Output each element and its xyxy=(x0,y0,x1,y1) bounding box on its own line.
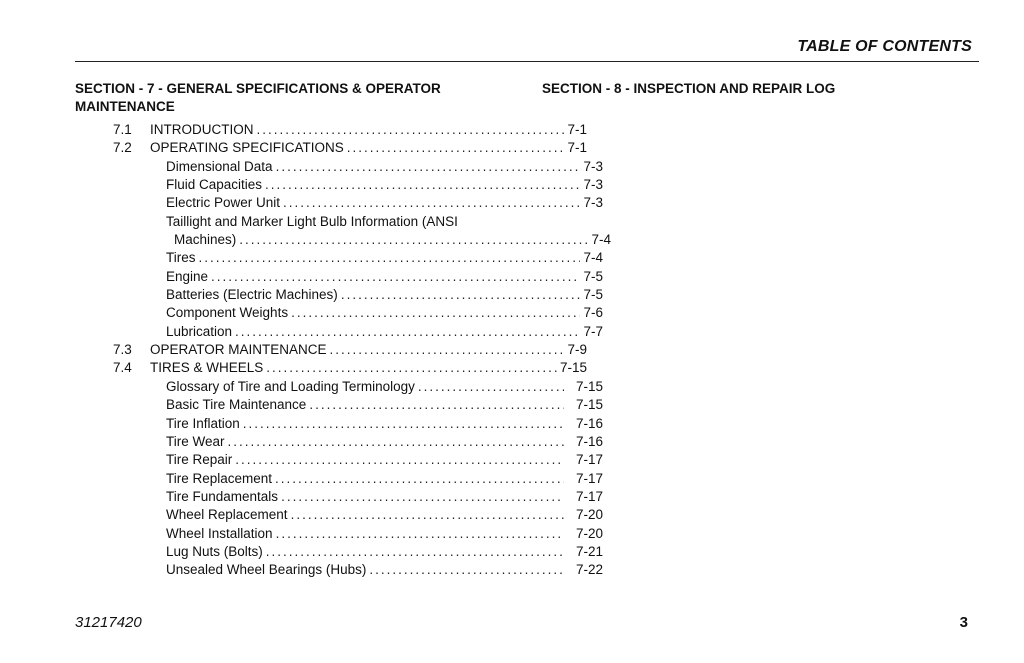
toc-entry[interactable] xyxy=(75,323,603,341)
toc-entry[interactable] xyxy=(75,213,512,231)
dot-leader xyxy=(283,194,580,212)
section-7-heading: SECTION - 7 - GENERAL SPECIFICATIONS & OPERATOR MAINTENANCE xyxy=(75,81,441,114)
toc-entry-page: 7-17 xyxy=(575,470,603,486)
dot-leader xyxy=(235,451,564,469)
footer-page-number: 3 xyxy=(959,614,968,631)
toc-entry-title: INTRODUCTION xyxy=(150,122,254,137)
toc-entry[interactable] xyxy=(75,488,603,506)
dot-leader xyxy=(291,506,564,524)
section-8-heading[interactable]: SECTION - 8 - INSPECTION AND REPAIR LOG xyxy=(542,81,836,96)
toc-entry-title: Taillight and Marker Light Bulb Information (ANSI xyxy=(166,213,458,229)
header-divider xyxy=(75,61,979,62)
toc-entry-title: Component Weights xyxy=(166,305,289,321)
toc-entry-title: Electric Power Unit xyxy=(166,195,281,211)
toc-entry-title: Lubrication xyxy=(166,323,233,339)
dot-leader xyxy=(266,543,564,561)
dot-leader xyxy=(239,231,588,249)
toc-entry-title: Fluid Capacities xyxy=(166,177,263,193)
toc-entry-title: Wheel Replacement xyxy=(166,507,288,523)
dot-leader xyxy=(235,323,580,341)
toc-entry-title: Engine xyxy=(166,268,209,284)
dot-leader xyxy=(309,396,564,414)
toc-entry[interactable] xyxy=(75,139,587,157)
toc-entry-title: Lug Nuts (Bolts) xyxy=(166,543,263,559)
toc-entry-page: 7-5 xyxy=(583,268,603,284)
toc-entry-page: 7-15 xyxy=(575,378,603,394)
toc-entry[interactable] xyxy=(75,525,603,543)
toc-entry-page: 7-15 xyxy=(559,360,587,376)
toc-entry[interactable] xyxy=(75,121,587,139)
toc-entry-page: 7-4 xyxy=(591,232,611,248)
toc-entry-page: 7-3 xyxy=(583,195,603,211)
toc-entry[interactable] xyxy=(75,415,603,433)
toc-entry-title: OPERATOR MAINTENANCE xyxy=(150,342,327,358)
toc-entry-title: Basic Tire Maintenance xyxy=(166,397,307,413)
dot-leader xyxy=(330,341,565,359)
dot-leader xyxy=(341,286,581,304)
toc-entry-page: 7-3 xyxy=(583,177,603,193)
dot-leader xyxy=(265,176,580,194)
toc-entry-page: 7-5 xyxy=(583,287,603,303)
toc-entry[interactable] xyxy=(75,396,603,414)
toc-entry-number: 7.1 xyxy=(113,122,132,137)
toc-entry[interactable] xyxy=(75,470,603,488)
dot-leader xyxy=(228,433,564,451)
toc-entry[interactable] xyxy=(75,433,603,451)
toc-entry-page: 7-17 xyxy=(575,488,603,504)
toc-entry-page: 7-1 xyxy=(567,122,587,137)
toc-entry-page: 7-3 xyxy=(583,158,603,174)
toc-entry[interactable] xyxy=(75,176,603,194)
dot-leader xyxy=(369,561,564,579)
toc-entry-title: Batteries (Electric Machines) xyxy=(166,287,338,303)
toc-entry-title: OPERATING SPECIFICATIONS xyxy=(150,140,344,156)
dot-leader xyxy=(291,304,580,322)
toc-entry-page: 7-20 xyxy=(575,525,603,541)
toc-entry-page: 7-7 xyxy=(583,323,603,339)
toc-entry-page: 7-16 xyxy=(575,415,603,431)
toc-entry[interactable] xyxy=(75,561,603,579)
dot-leader xyxy=(199,249,581,267)
toc-entry-page: 7-15 xyxy=(575,397,603,413)
toc-entry[interactable] xyxy=(75,341,587,359)
toc-entry-title: Tires xyxy=(166,250,196,266)
dot-leader xyxy=(418,378,564,396)
toc-entry[interactable] xyxy=(75,506,603,524)
toc-entry-title: Dimensional Data xyxy=(166,158,273,174)
toc-entry-title: Tire Replacement xyxy=(166,470,273,486)
toc-entry-page: 7-22 xyxy=(575,562,603,578)
toc-entry[interactable] xyxy=(75,249,603,267)
toc-entry[interactable] xyxy=(75,194,603,212)
toc-entry-title: Machines) xyxy=(174,232,237,248)
toc-entry[interactable] xyxy=(75,543,603,561)
toc-entry-page: 7-17 xyxy=(575,452,603,468)
toc-entry-page: 7-1 xyxy=(567,140,587,156)
toc-entry[interactable] xyxy=(75,286,603,304)
toc-entry-title: Tire Repair xyxy=(166,452,233,468)
toc-entry-title: TIRES & WHEELS xyxy=(150,360,264,376)
toc-entry-page: 7-20 xyxy=(575,507,603,523)
dot-leader xyxy=(276,525,564,543)
toc-entry-number: 7.4 xyxy=(113,360,132,376)
dot-leader xyxy=(276,158,581,176)
toc-entry-page: 7-6 xyxy=(583,305,603,321)
toc-list xyxy=(75,121,611,580)
toc-entry-number: 7.3 xyxy=(113,342,132,358)
toc-entry-title: Tire Wear xyxy=(166,433,225,449)
toc-entry[interactable] xyxy=(75,304,603,322)
toc-entry-page: 7-9 xyxy=(567,342,587,358)
dot-leader xyxy=(281,488,564,506)
toc-entry-page: 7-16 xyxy=(575,433,603,449)
dot-leader xyxy=(257,121,565,139)
dot-leader xyxy=(347,139,565,157)
toc-entry[interactable] xyxy=(75,359,587,377)
toc-entry-title: Wheel Installation xyxy=(166,525,273,541)
footer-document-number: 31217420 xyxy=(75,614,142,631)
toc-entry[interactable] xyxy=(75,268,603,286)
dot-leader xyxy=(243,415,564,433)
dot-leader xyxy=(211,268,580,286)
toc-entry[interactable] xyxy=(75,378,603,396)
toc-entry-continuation[interactable] xyxy=(75,231,611,249)
toc-entry[interactable] xyxy=(75,451,603,469)
dot-leader xyxy=(275,470,564,488)
toc-entry-title: Tire Inflation xyxy=(166,415,240,431)
toc-entry-number: 7.2 xyxy=(113,140,132,156)
toc-entry-title: Unsealed Wheel Bearings (Hubs) xyxy=(166,562,367,578)
toc-entry[interactable] xyxy=(75,158,603,176)
page-header-title: TABLE OF CONTENTS xyxy=(797,38,972,55)
toc-entry-page: 7-4 xyxy=(583,250,603,266)
toc-entry-title: Tire Fundamentals xyxy=(166,488,279,504)
toc-entry-page: 7-21 xyxy=(575,543,603,559)
toc-entry-title: Glossary of Tire and Loading Terminology xyxy=(166,378,415,394)
dot-leader xyxy=(266,359,557,377)
